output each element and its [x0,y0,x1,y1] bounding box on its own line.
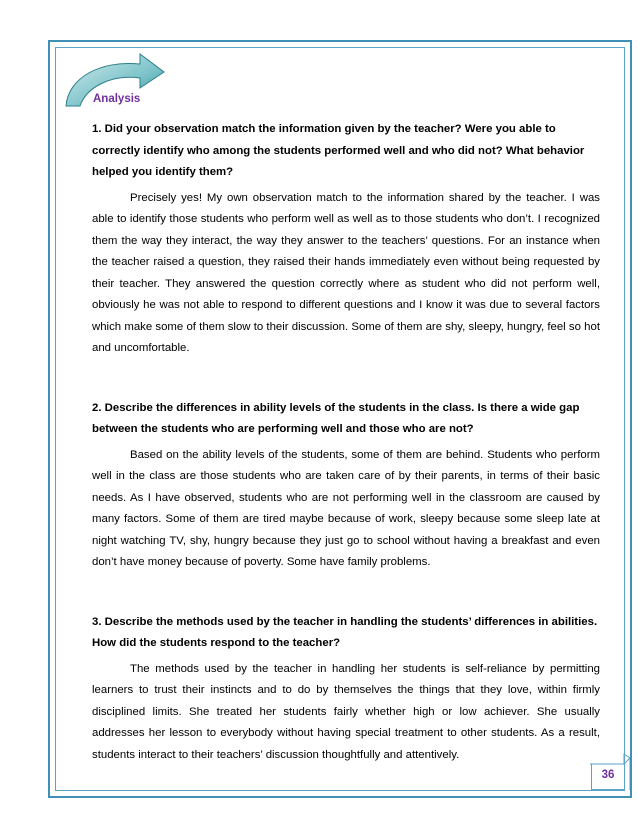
answer-1: Precisely yes! My own observation match to the information shared by the teacher. I was able to identify those students who perform well as well as to those students who don’t. I recognized them the way they interact, the way they answer to the teachers’ questions. For an instance when the teacher raised a question, they raised their hands immediately even without being requested by their teacher. They answered the question correctly where as student who did not perform well, obviously he was not able to respond to different questions and I know it was due to several factors which make some of them slow to their discussion. Some of them are shy, sleepy, hungry, feel so hot and uncomfortable. [92,191,600,354]
question-2: 2. Describe the differences in ability levels of the students in the class. Is there a wide gap between the students who are performing well and those who are not? [92,401,580,435]
answer-2: Based on the ability levels of the students, some of them are behind. Students who perform well in the class are those students who are taken care of by their parents, in terms of their basic needs. As I have observed, students who are not performing well in the classroom are caused by many factors. Some of them are tired maybe because of work, sleepy because some sleep late at night watching TV, shy, hungry because they just go to school without having a breakfast and even don’t have money because of poverty. Some have family problems. [92,448,600,568]
section-spacer [92,360,600,398]
question-3: 3. Describe the methods used by the teacher in handling the students’ differences in abilities. How did the students respond to the teacher? [92,615,598,649]
section-spacer [92,574,600,612]
question-1: 1. Did your observation match the information given by the teacher? Were you able to correctly identify who among the students performed well and who did not? What behavior helped you identify them? [92,123,585,178]
answer-3: The methods used by the teacher in handling her students is self-reliance by permitting learners to trust their instincts and to do by themselves the things that they love, within firmly disciplined limits. She treated her students fairly whether high or low achiever. She usually addresses her lesson to everybody without having special treatment to other students. As a result, students interact to their teachers’ discussion thoughtfully and attentively. [92,662,600,761]
analysis-heading: Analysis [93,93,141,105]
page-number: 36 [591,764,625,790]
analysis-content [92,119,600,766]
